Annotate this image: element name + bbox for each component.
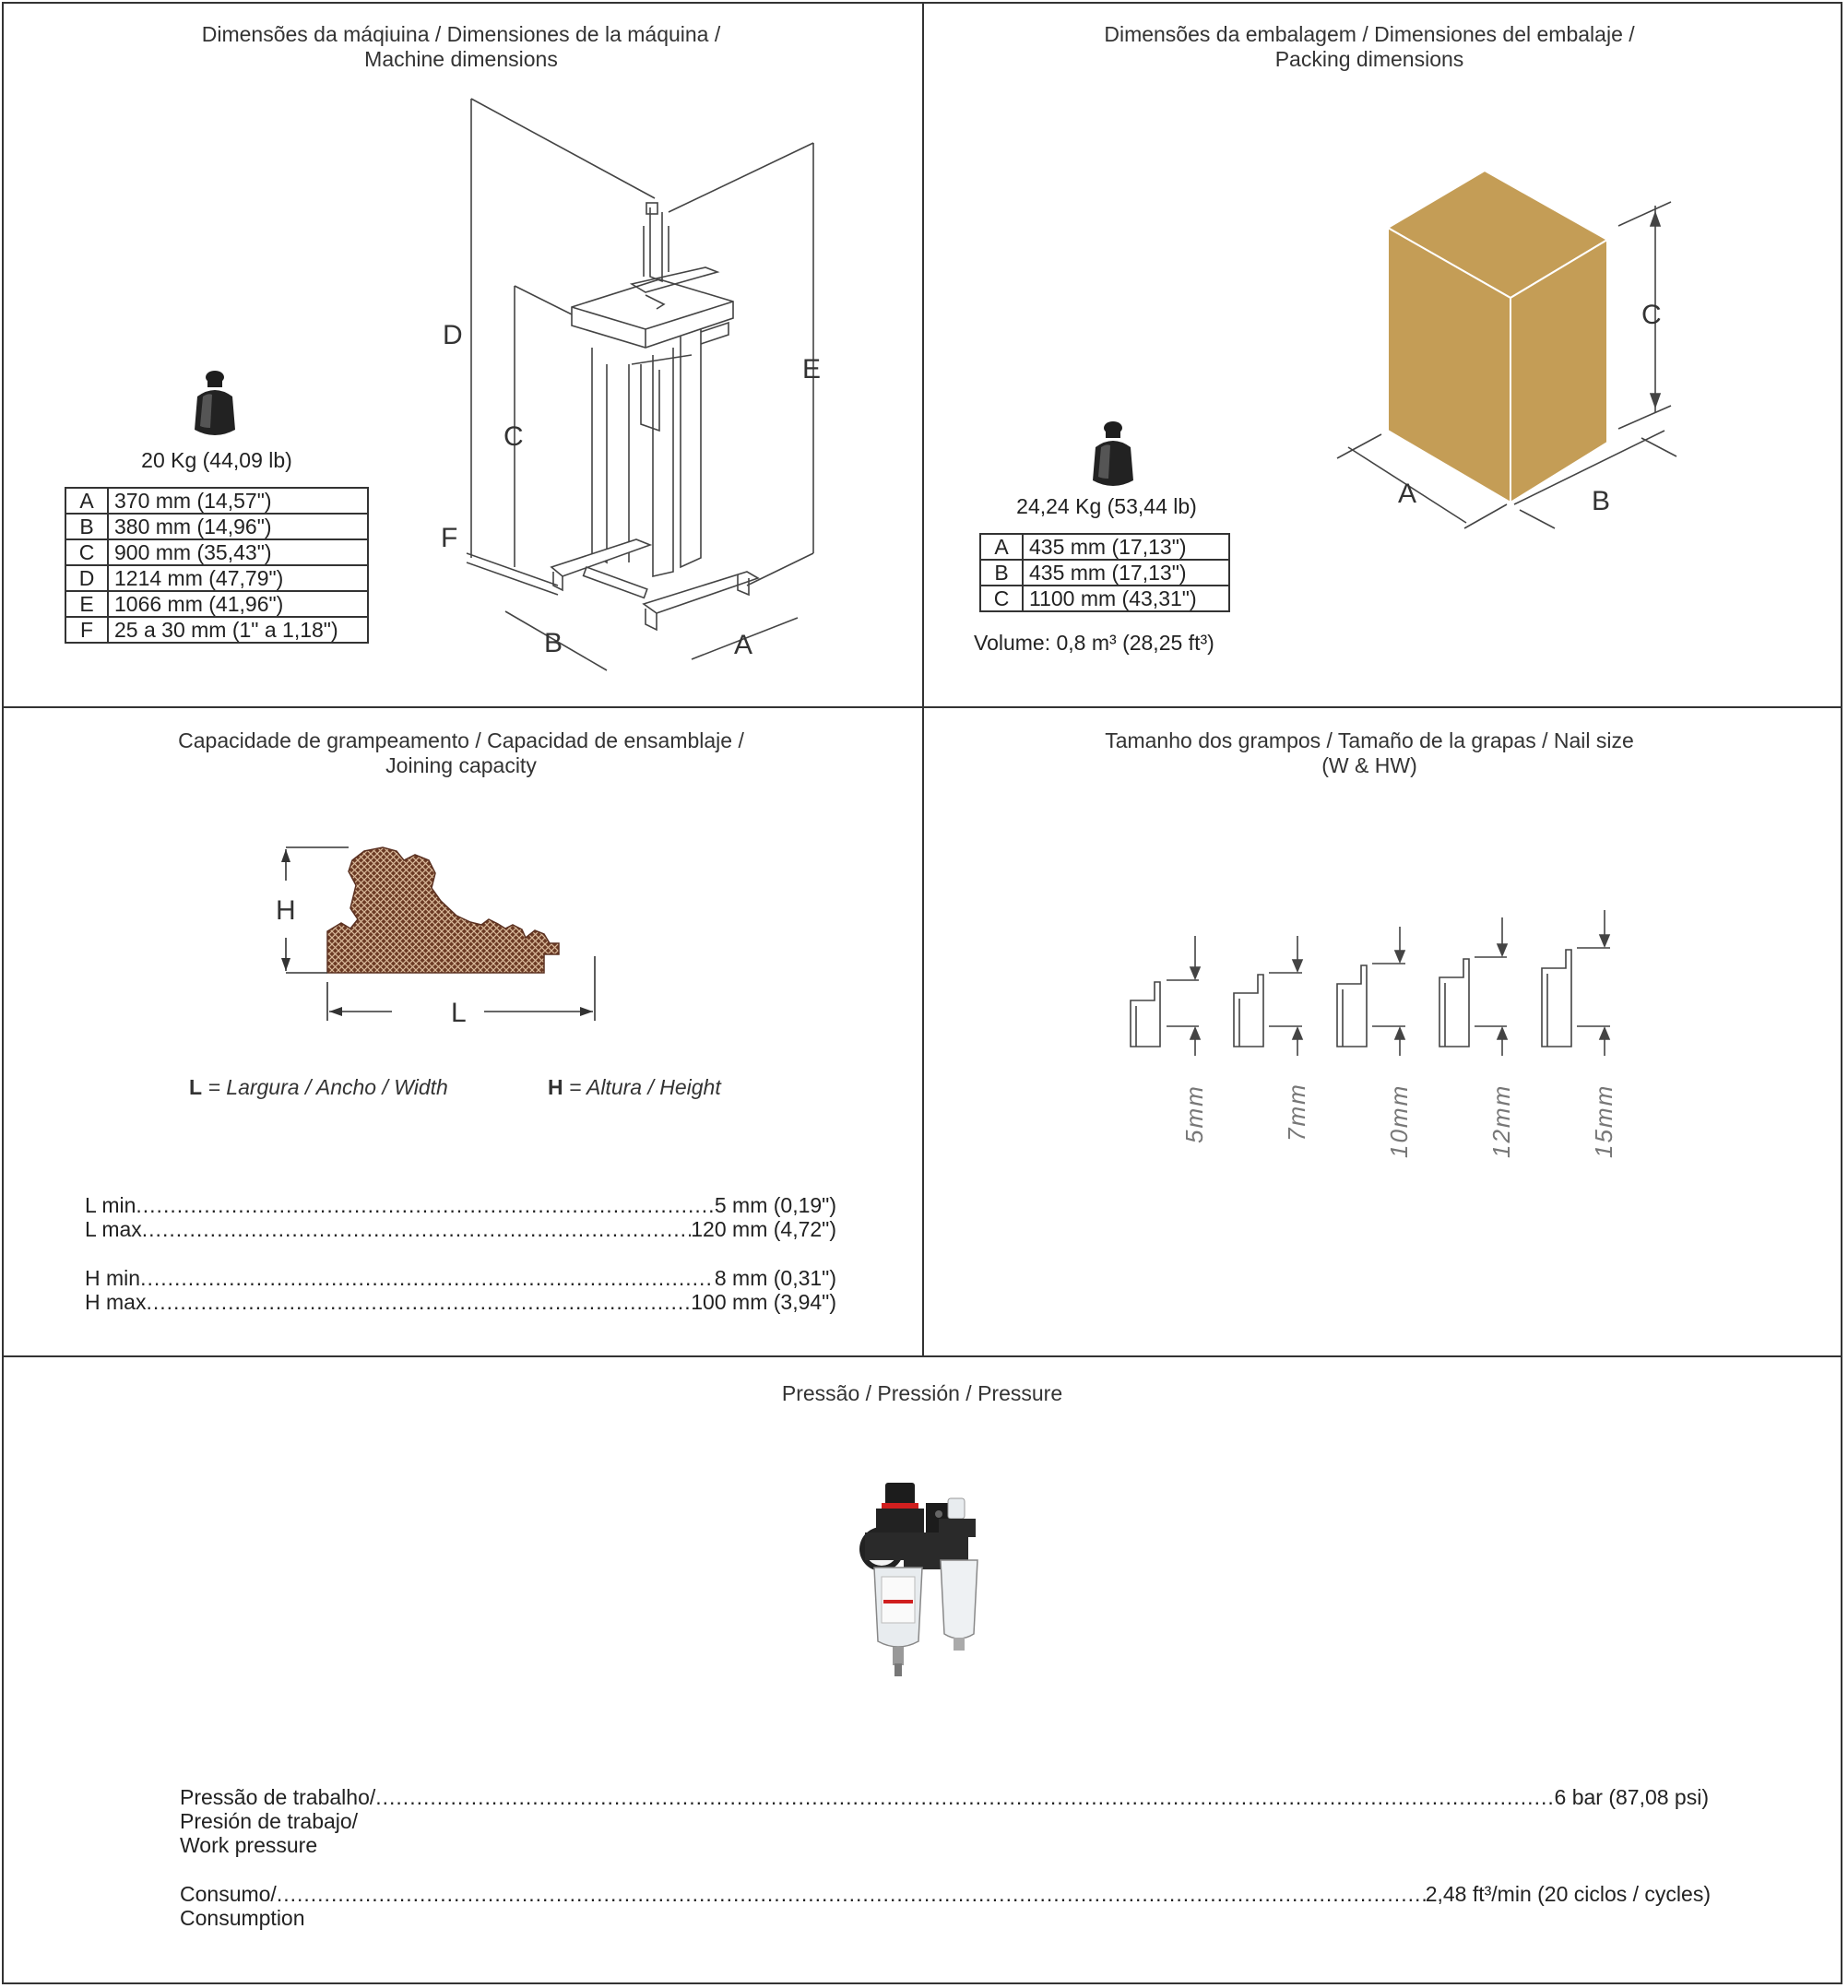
label-e: E <box>802 354 822 385</box>
nails-title-line1: Tamanho dos grampos / Tamaño de la grapas / Nail size <box>1105 728 1634 752</box>
row-value: 380 mm (14,96") <box>108 514 368 539</box>
work-pressure-label-en: Work pressure <box>180 1833 318 1857</box>
consumption-label: Consumo/ <box>180 1882 277 1906</box>
machine-spec-table <box>65 487 369 644</box>
profile-h-label: H <box>276 895 296 926</box>
work-pressure-value: 6 bar (87,08 psi) <box>1554 1785 1709 1809</box>
box-label-b: B <box>1592 486 1611 516</box>
table-row <box>65 539 368 565</box>
row-value: 435 mm (17,13") <box>1023 534 1229 560</box>
label-c: C <box>503 421 524 452</box>
consumption-row <box>180 1882 1711 1907</box>
row-value: 1214 mm (47,79") <box>108 565 368 591</box>
legend-l <box>189 1075 448 1100</box>
label-a: A <box>734 630 753 660</box>
table-row <box>65 488 368 514</box>
row-value: 370 mm (14,57") <box>108 488 368 514</box>
spec-l-max <box>85 1217 836 1242</box>
legend-l-key: L <box>189 1075 203 1099</box>
spec-value: 8 mm (0,31") <box>714 1266 836 1290</box>
table-row <box>65 591 368 617</box>
label-f: F <box>441 523 458 553</box>
table-row <box>980 534 1229 560</box>
machine-title-line2: Machine dimensions <box>364 47 558 71</box>
nail-size-15mm: 15mm <box>1590 1083 1617 1158</box>
nail-size-12mm: 12mm <box>1487 1083 1515 1158</box>
row-value: 900 mm (35,43") <box>108 539 368 565</box>
profile-l-label: L <box>451 998 467 1028</box>
label-d: D <box>443 320 463 350</box>
row-key: A <box>980 534 1023 560</box>
joining-title-line1: Capacidade de grampeamento / Capacidad de ensamblaje / <box>178 728 744 752</box>
joining-title-line2: Joining capacity <box>385 753 537 777</box>
divider-vertical-top <box>922 2 924 1357</box>
air-filter-regulator-icon <box>848 1475 1014 1683</box>
box-label-a: A <box>1398 479 1417 509</box>
packing-volume: Volume: 0,8 m³ (28,25 ft³) <box>974 631 1214 655</box>
nail-size-5mm: 5mm <box>1180 1084 1208 1143</box>
label-b: B <box>544 628 563 658</box>
machine-drawing <box>424 88 848 687</box>
row-key: A <box>65 488 108 514</box>
packing-box-drawing <box>1328 161 1697 549</box>
row-key: B <box>980 560 1023 586</box>
packing-weight: 24,24 Kg (53,44 lb) <box>1016 494 1197 518</box>
packing-title <box>950 22 1789 72</box>
box-label-c: C <box>1641 300 1662 330</box>
table-row <box>980 586 1229 611</box>
spec-l-min <box>85 1193 836 1218</box>
table-row <box>65 565 368 591</box>
nails-title-line2: (W & HW) <box>1321 753 1417 777</box>
spec-h-min <box>85 1266 836 1291</box>
packing-title-line1: Dimensões da embalagem / Dimensiones del embalaje / <box>1104 22 1635 46</box>
molding-profile-drawing <box>267 834 618 1037</box>
machine-title-line1: Dimensões da máqiuina / Dimensiones de la máquina / <box>201 22 721 46</box>
nails-title <box>950 728 1789 778</box>
machine-title <box>37 22 885 72</box>
row-key: F <box>65 617 108 643</box>
packing-weight-icon <box>1090 420 1136 490</box>
nail-size-7mm: 7mm <box>1283 1083 1310 1142</box>
spec-h-max <box>85 1290 836 1315</box>
row-key: D <box>65 565 108 591</box>
legend-l-text: = Largura / Ancho / Width <box>202 1075 448 1099</box>
spec-value: 100 mm (3,94") <box>691 1290 836 1314</box>
joining-title <box>37 728 885 778</box>
work-pressure-label: Pressão de trabalho/ <box>180 1785 376 1809</box>
packing-title-line2: Packing dimensions <box>1274 47 1464 71</box>
machine-weight: 20 Kg (44,09 lb) <box>141 448 292 472</box>
spec-label: H max <box>85 1290 147 1314</box>
row-value: 25 a 30 mm (1" a 1,18") <box>108 617 368 643</box>
spec-label: L min <box>85 1193 136 1217</box>
row-value: 1066 mm (41,96") <box>108 591 368 617</box>
legend-h-key: H <box>548 1075 563 1099</box>
packing-spec-table <box>979 533 1230 612</box>
row-key: E <box>65 591 108 617</box>
table-row <box>65 514 368 539</box>
row-value: 435 mm (17,13") <box>1023 560 1229 586</box>
pressure-title: Pressão / Pressión / Pressure <box>781 1381 1063 1405</box>
table-row <box>65 617 368 643</box>
work-pressure-label-es: Presión de trabajo/ <box>180 1809 359 1833</box>
row-key: C <box>65 539 108 565</box>
table-row <box>980 560 1229 586</box>
spec-value: 5 mm (0,19") <box>714 1193 836 1217</box>
consumption-label-en: Consumption <box>180 1906 305 1930</box>
nails-drawing <box>1116 908 1632 1056</box>
legend-h-text: = Altura / Height <box>563 1075 721 1099</box>
divider-horizontal-2 <box>2 1355 1842 1357</box>
divider-horizontal-1 <box>2 706 1842 708</box>
row-key: B <box>65 514 108 539</box>
row-key: C <box>980 586 1023 611</box>
work-pressure-row <box>180 1785 1709 1810</box>
row-value: 1100 mm (43,31") <box>1023 586 1229 611</box>
nail-size-10mm: 10mm <box>1385 1083 1413 1158</box>
spec-label: L max <box>85 1217 142 1241</box>
consumption-value: 2,48 ft³/min (20 ciclos / cycles) <box>1425 1882 1711 1906</box>
spec-value: 120 mm (4,72") <box>691 1217 836 1241</box>
legend-h <box>548 1075 721 1100</box>
spec-label: H min <box>85 1266 141 1290</box>
machine-weight-icon <box>192 369 238 439</box>
